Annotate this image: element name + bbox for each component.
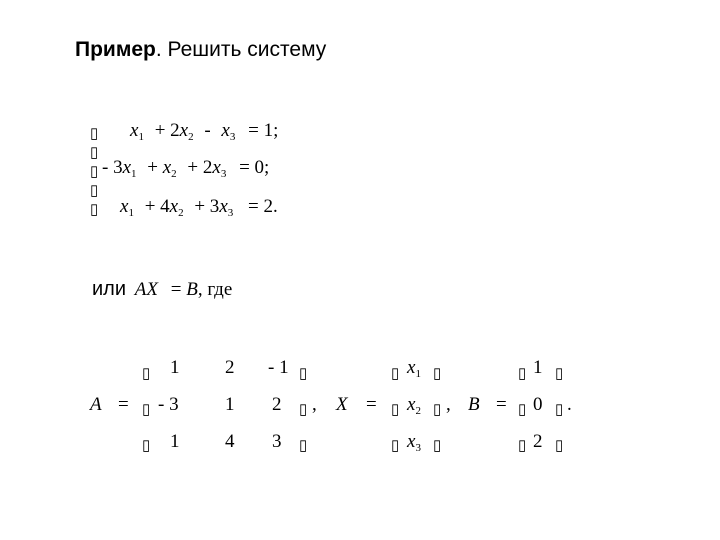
math-glyph: ▯: [518, 366, 527, 382]
math-glyph: 1: [415, 368, 421, 380]
math-glyph: ▯: [433, 438, 442, 454]
matrix-a-cell: 3: [272, 431, 282, 452]
math-glyph: 1: [128, 207, 134, 219]
math-glyph: AX: [134, 279, 158, 300]
matrix-x-cell: [407, 431, 421, 454]
math-glyph: x: [407, 431, 416, 452]
math-glyph: ▯: [142, 402, 151, 418]
math-glyph: ▯: [391, 402, 400, 418]
matrix-b-cell: 2: [533, 431, 543, 452]
math-glyph: x: [120, 196, 129, 217]
matrix-a-cell: 1: [225, 394, 235, 415]
math-glyph: ▯: [555, 438, 564, 454]
math-glyph: ,: [312, 394, 317, 415]
math-glyph: 2: [178, 207, 184, 219]
matrix-a-cell: - 1: [268, 357, 289, 378]
math-glyph: 3: [227, 207, 234, 219]
math-glyph: x: [130, 120, 139, 141]
math-glyph: = 1;: [248, 120, 279, 141]
math-glyph: = 0;: [239, 157, 270, 178]
math-glyph: B: [186, 279, 198, 300]
math-glyph: x: [219, 196, 228, 217]
math-glyph: x: [212, 157, 221, 178]
math-glyph: x: [407, 394, 416, 415]
page-title: [75, 38, 326, 62]
matrix-a-eq: =: [118, 394, 129, 415]
brace-glyph: ▯: [90, 126, 99, 142]
math-glyph: ▯: [433, 402, 442, 418]
math-glyph: , где: [197, 279, 233, 300]
matrix-a-cell: 1: [170, 357, 180, 378]
math-glyph: -: [204, 120, 216, 141]
equation-row-3: [120, 196, 278, 219]
math-glyph: 2: [171, 168, 177, 180]
matrix-x-cell: [407, 394, 421, 417]
math-glyph: - 3: [102, 157, 123, 178]
math-glyph: 3: [415, 442, 421, 454]
math-glyph: = 2.: [248, 196, 278, 217]
math-glyph: + 4: [144, 196, 170, 217]
math-glyph: ▯: [555, 366, 564, 382]
math-glyph: 2: [188, 131, 194, 143]
brace-glyph: ▯: [90, 202, 99, 218]
equation-row-2: [102, 157, 269, 180]
math-glyph: 1: [131, 168, 137, 180]
math-glyph: x: [122, 157, 132, 178]
matrix-a-cell: 2: [225, 357, 235, 378]
matrix-a-cell: 4: [225, 431, 235, 452]
matrix-b-cell: 0: [533, 394, 543, 415]
matrix-a-cell: 1: [170, 431, 180, 452]
math-glyph: + 2: [154, 120, 180, 141]
math-glyph: x: [169, 196, 179, 217]
math-glyph: x: [221, 120, 230, 141]
math-glyph: ▯: [391, 366, 400, 382]
math-glyph: .: [567, 394, 572, 415]
brace-glyph: ▯: [90, 164, 99, 180]
math-glyph: =: [496, 394, 507, 415]
math-glyph: ▯: [391, 438, 400, 454]
math-glyph: ▯: [555, 402, 564, 418]
equation-row-1: [130, 120, 278, 143]
math-glyph: x: [407, 357, 416, 378]
math-glyph: ▯: [299, 438, 308, 454]
matrix-b-name: B: [468, 394, 480, 415]
math-glyph: x: [179, 120, 189, 141]
title-rest: . Решить систему: [155, 38, 327, 61]
matrix-a-cell: 2: [272, 394, 282, 415]
math-glyph: ▯: [518, 402, 527, 418]
math-glyph: ▯: [518, 438, 527, 454]
matrix-a-cell: - 3: [158, 394, 179, 415]
math-glyph: ▯: [142, 438, 151, 454]
or-line: [92, 278, 232, 301]
math-glyph: +: [147, 157, 163, 178]
math-glyph: =: [170, 279, 187, 300]
math-glyph: + 2: [187, 157, 213, 178]
matrix-x-cell: [407, 357, 421, 380]
title-bold: Пример: [75, 38, 156, 61]
math-glyph: 3: [220, 168, 227, 180]
math-glyph: + 3: [194, 196, 220, 217]
math-glyph: ▯: [299, 366, 308, 382]
math-glyph: 1: [138, 131, 144, 143]
math-glyph: x: [162, 157, 172, 178]
math-glyph: ,: [446, 394, 451, 415]
math-glyph: =: [366, 394, 377, 415]
math-glyph: ▯: [433, 366, 442, 382]
matrix-x-name: X: [336, 394, 348, 415]
math-glyph: ▯: [299, 402, 308, 418]
math-glyph: или: [92, 278, 127, 300]
math-glyph: 3: [229, 131, 236, 143]
math-glyph: ▯: [142, 366, 151, 382]
matrix-a-name: A: [90, 394, 102, 415]
brace-glyph: ▯: [90, 183, 99, 199]
matrix-b-cell: 1: [533, 357, 543, 378]
brace-glyph: ▯: [90, 145, 99, 161]
math-glyph: 2: [415, 405, 421, 417]
